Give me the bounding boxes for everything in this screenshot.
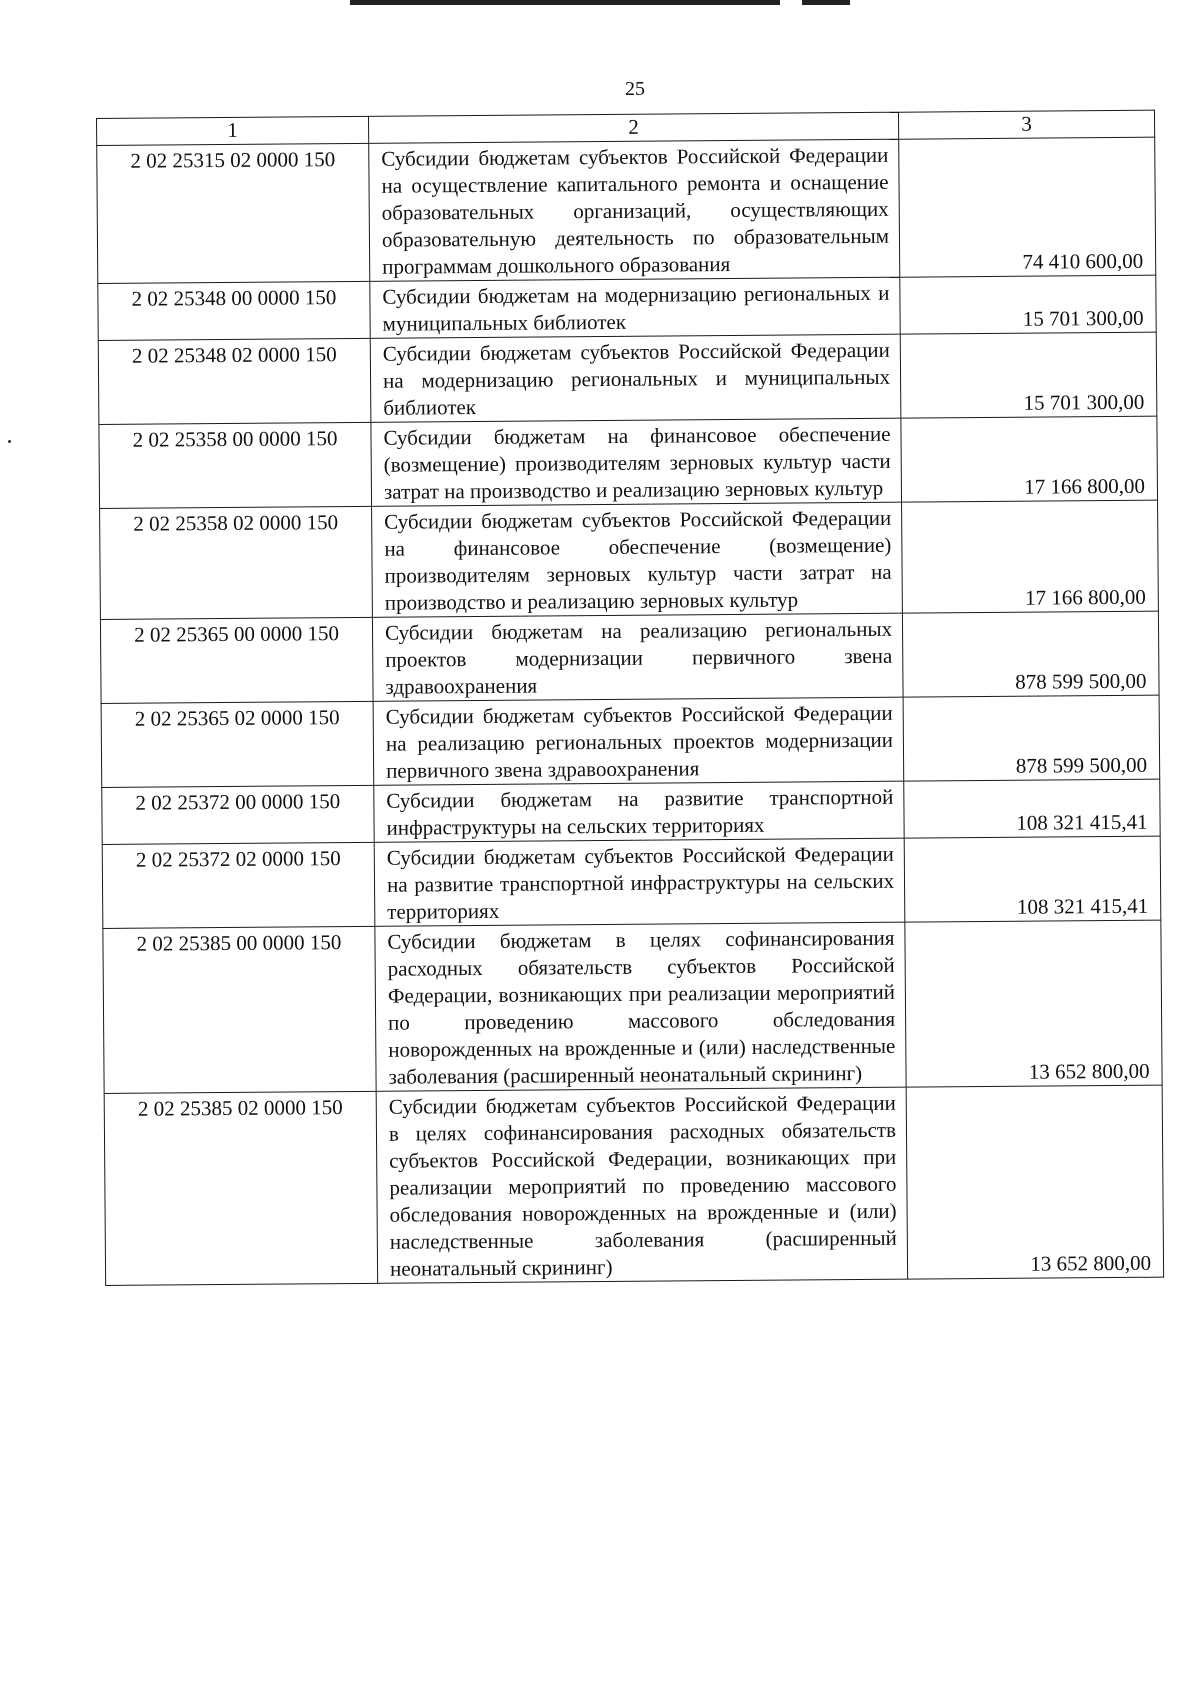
revenue-name: Субсидии бюджетам на реализацию региональных проектов модернизации первичного звена здравоохранения <box>372 613 903 701</box>
amount: 17 166 800,00 <box>901 416 1158 502</box>
table-row <box>102 779 1160 844</box>
budget-code: 2 02 25372 00 0000 150 <box>102 785 374 844</box>
amount: 878 599 500,00 <box>903 695 1160 781</box>
budget-code: 2 02 25365 02 0000 150 <box>101 701 374 787</box>
table-row <box>98 275 1156 340</box>
amount: 15 701 300,00 <box>900 275 1156 334</box>
table-row <box>98 332 1157 424</box>
budget-code: 2 02 25365 00 0000 150 <box>100 617 373 703</box>
revenue-name: Субсидии бюджетам на модернизацию региональных и муниципальных библиотек <box>370 277 900 338</box>
amount: 13 652 800,00 <box>905 920 1162 1087</box>
budget-code: 2 02 25372 02 0000 150 <box>102 842 375 928</box>
column-header-amount: 3 <box>898 110 1154 139</box>
page-number: 25 <box>625 78 645 100</box>
table-row <box>100 500 1159 619</box>
budget-revenue-table <box>96 110 1164 1286</box>
amount: 108 321 415,41 <box>904 836 1161 922</box>
revenue-name: Субсидии бюджетам на финансовое обеспечение (возмещение) производителям зерновых культур части затрат на производство и реализацию зерновых культур <box>371 418 902 506</box>
amount: 15 701 300,00 <box>900 332 1157 418</box>
revenue-name: Субсидии бюджетам субъектов Российской Федерации на реализацию региональных проектов модернизации первичного звена здравоохранения <box>373 697 904 785</box>
budget-code: 2 02 25358 02 0000 150 <box>100 506 373 619</box>
table-row <box>99 416 1158 508</box>
budget-code: 2 02 25385 02 0000 150 <box>104 1091 377 1285</box>
amount: 17 166 800,00 <box>902 500 1159 613</box>
table-row <box>104 1085 1163 1285</box>
revenue-name: Субсидии бюджетам субъектов Российской Федерации на модернизацию региональных и муниципальных библиотек <box>370 334 901 422</box>
revenue-name: Субсидии бюджетам субъектов Российской Федерации в целях софинансирования расходных обязательств субъектов Российской Федерации, возникающих при реализации мероприятий по проведению массового обследования новорожденных на врожденные и (или) наследственные заболевания (расширенный неонатальный скрининг) <box>376 1087 907 1283</box>
revenue-name: Субсидии бюджетам на развитие транспортной инфраструктуры на сельских территориях <box>374 781 904 842</box>
scan-speck <box>8 440 11 443</box>
budget-code: 2 02 25348 00 0000 150 <box>98 281 370 340</box>
amount: 878 599 500,00 <box>902 611 1159 697</box>
revenue-name: Субсидии бюджетам субъектов Российской Федерации на развитие транспортной инфраструктуры на сельских территориях <box>374 838 905 926</box>
table-row <box>100 611 1159 703</box>
column-header-name: 2 <box>368 112 898 143</box>
table-row <box>103 920 1162 1093</box>
budget-code: 2 02 25385 00 0000 150 <box>103 926 376 1093</box>
revenue-name: Субсидии бюджетам субъектов Российской Федерации на осуществление капитального ремонта и оснащение образовательных организаций, осуществляющих образовательную деятельность по образовательным программам дошкольного образования <box>369 139 900 281</box>
amount: 13 652 800,00 <box>906 1085 1164 1279</box>
column-header-code: 1 <box>97 116 369 145</box>
revenue-name: Субсидии бюджетам субъектов Российской Федерации на финансовое обеспечение (возмещение) производителям зерновых культур части затрат на производство и реализацию зерновых культур <box>372 502 903 617</box>
table-row <box>102 836 1161 928</box>
budget-code: 2 02 25358 00 0000 150 <box>99 422 372 508</box>
table-row <box>97 137 1156 283</box>
amount: 74 410 600,00 <box>899 137 1156 277</box>
budget-code: 2 02 25348 02 0000 150 <box>98 338 371 424</box>
amount: 108 321 415,41 <box>904 779 1160 838</box>
revenue-name: Субсидии бюджетам в целях софинансирования расходных обязательств субъектов Российской Федерации, возникающих при реализации мероприятий по проведению массового обследования новорожденных на врожденные и (или) наследственные заболевания (расширенный неонатальный скрининг) <box>375 922 906 1091</box>
scan-edge-mark <box>350 0 850 5</box>
table-row <box>101 695 1160 787</box>
budget-code: 2 02 25315 02 0000 150 <box>97 143 370 283</box>
